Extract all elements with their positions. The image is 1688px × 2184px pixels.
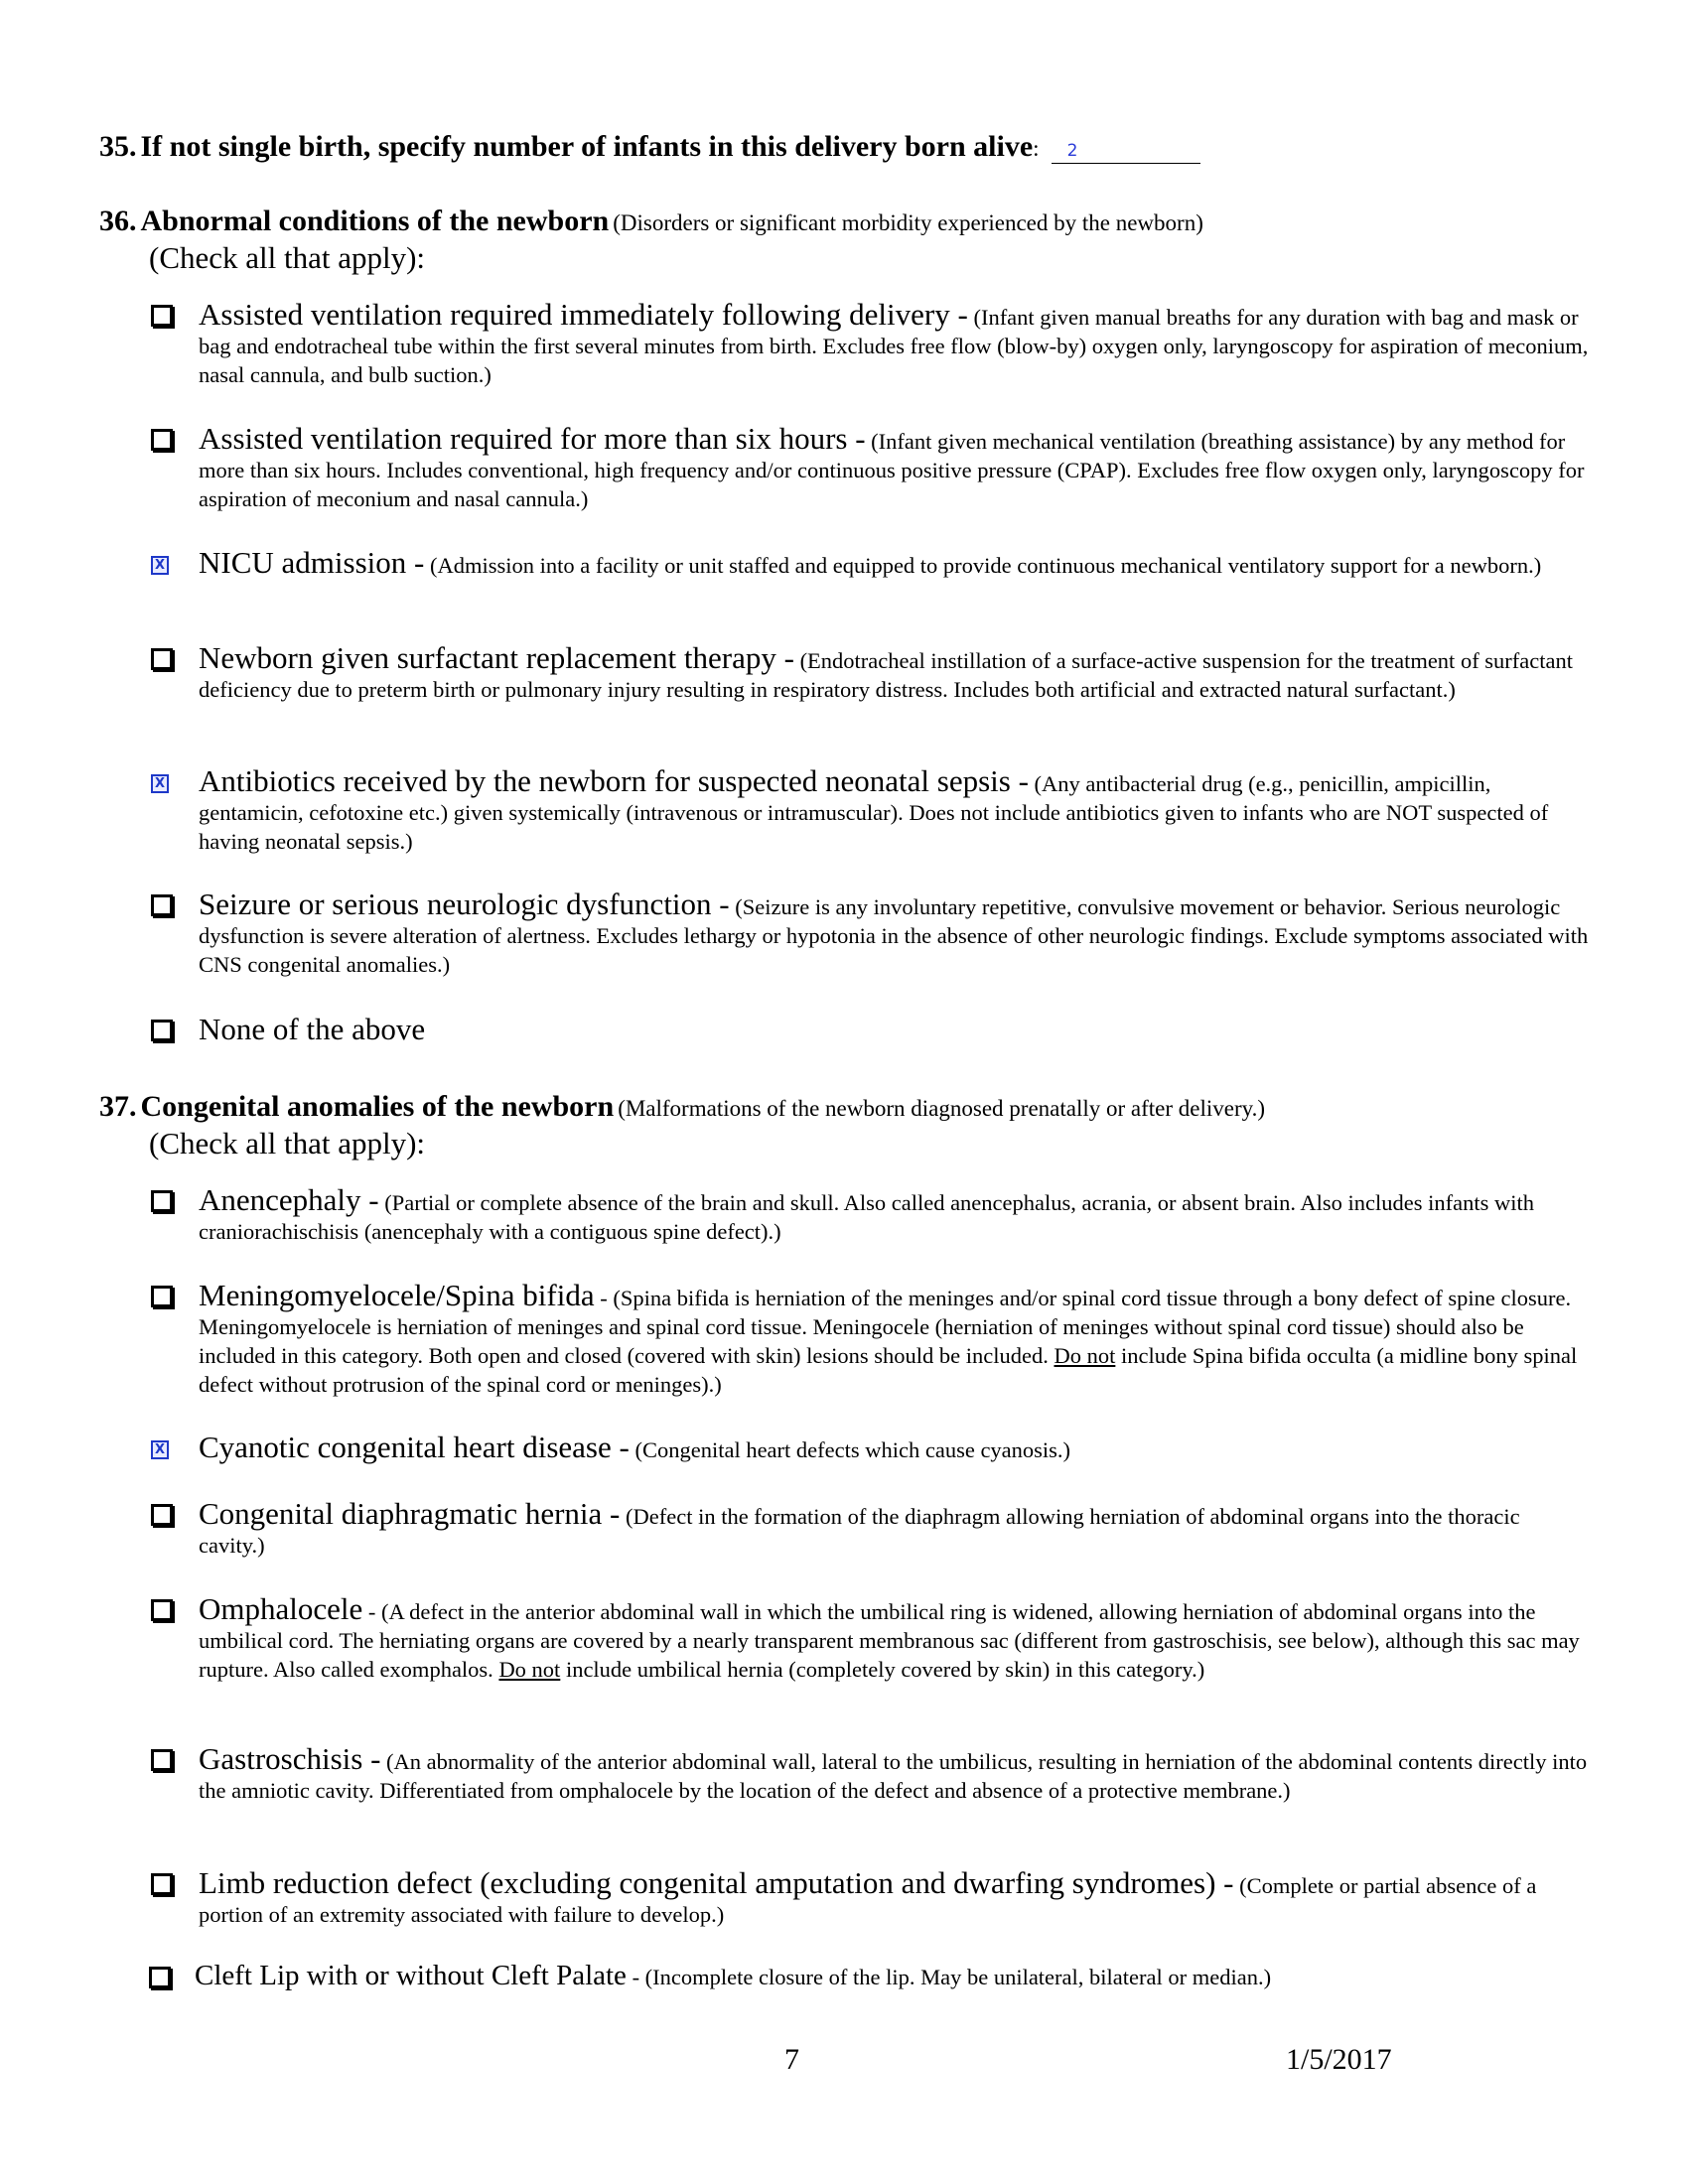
page-number: 7	[784, 2043, 799, 2076]
question-description: (Disorders or significant morbidity experienced by the newborn)	[613, 210, 1203, 235]
checkbox[interactable]	[151, 429, 173, 451]
item-title: Newborn given surfactant replacement therapy -	[199, 640, 794, 675]
question-title: Abnormal conditions of the newborn	[140, 205, 610, 237]
item-description: - (Spina bifida is herniation of the meninges and/or spinal cord tissue through a bony defect of spine closure. Meningomyelocele is herniation of meninges and spinal cord tissue. Meningocele (herniation of meninges without spinal cord tissue) should also be included in this category. Both open and closed (covered with skin) lesions should be included.	[199, 1286, 1572, 1368]
emphasis-text: Do not	[1054, 1343, 1116, 1368]
checkbox-item	[151, 1496, 1591, 1560]
item-description: - (A defect in the anterior abdominal wall in which the umbilical ring is widened, allowing herniation of abdominal organs into the umbilical cord. The herniating organs are covered by a nearly transparent membranous sac (different from gastroschisis, see below), although this sac may rupture. Also called exomphalos.	[199, 1599, 1580, 1682]
checkbox-item	[151, 1278, 1591, 1399]
checkbox[interactable]	[151, 1873, 173, 1895]
infants-born-alive-value: 2	[1066, 141, 1078, 161]
checkbox-item	[151, 889, 1591, 979]
item-description: (Defect in the formation of the diaphragm allowing herniation of abdominal organs into the thoracic cavity.)	[199, 1504, 1520, 1558]
question-number: 37.	[99, 1090, 137, 1123]
item-title: Limb reduction defect (excluding congenital amputation and dwarfing syndromes) -	[199, 1865, 1234, 1900]
checkbox-checked[interactable]: X	[151, 1440, 169, 1459]
item-description: (Infant given manual breaths for any duration with bag and mask or bag and endotracheal tube within the first several minutes from birth. Excludes free flow (blow-by) oxygen only, laryngoscopy for aspiration of meconium, nasal cannula, and bulb suction.)	[199, 305, 1589, 387]
question-37	[99, 1090, 1265, 1124]
checkbox-item	[151, 545, 1591, 580]
question-title: Congenital anomalies of the newborn	[140, 1090, 615, 1123]
checkbox[interactable]	[151, 648, 173, 670]
checkbox-checked[interactable]: X	[151, 774, 169, 793]
item-title: Meningomyelocele/Spina bifida	[199, 1278, 595, 1312]
checkbox-item	[151, 297, 1591, 389]
item-title: Seizure or serious neurologic dysfunction -	[199, 887, 730, 921]
item-title: Cleft Lip with or without Cleft Palate	[195, 1960, 627, 1991]
checkbox-item	[151, 1182, 1591, 1246]
item-title: Gastroschisis -	[199, 1741, 381, 1776]
item-title: Cyanotic congenital heart disease -	[199, 1430, 630, 1464]
checkbox-item	[151, 1012, 1591, 1046]
checkbox-item	[151, 1865, 1591, 1929]
checkbox[interactable]	[151, 305, 173, 327]
item-title: NICU admission -	[199, 545, 425, 580]
checkbox[interactable]	[151, 1286, 173, 1307]
checkbox[interactable]	[151, 894, 173, 916]
item-title: Assisted ventilation required for more than six hours -	[199, 421, 866, 456]
item-description: (Admission into a facility or unit staffed and equipped to provide continuous mechanical ventilatory support for a newborn.)	[429, 553, 1542, 578]
checkbox-item	[151, 1430, 1591, 1464]
checkbox[interactable]	[151, 1190, 173, 1212]
question-number: 35.	[99, 130, 137, 163]
checkbox[interactable]	[151, 1504, 173, 1526]
item-description: include umbilical hernia (completely covered by skin) in this category.)	[565, 1657, 1205, 1682]
item-description: (An abnormality of the anterior abdominal wall, lateral to the umbilicus, resulting in herniation of the abdominal contents directly into the amniotic cavity. Differentiated from omphalocele by the location of the defect and absence of a protective membrane.)	[199, 1749, 1588, 1803]
item-description: (Complete or partial absence of a portion of an extremity associated with failure to develop.)	[199, 1873, 1537, 1927]
item-description: (Infant given mechanical ventilation (breathing assistance) by any method for more than six hours. Includes conventional, high frequency and/or continuous positive pressure (CPAP). Excludes free flow oxygen only, laryngoscopy for aspiration of meconium and nasal cannula.)	[199, 429, 1585, 511]
checkbox[interactable]	[151, 1599, 173, 1621]
item-description: (Endotracheal instillation of a surface-active suspension for the treatment of surfactant deficiency due to preterm birth or pulmonary injury resulting in respiratory distress. Includes both artificial and extracted natural surfactant.)	[199, 648, 1574, 702]
revision-date: 1/5/2017	[1286, 2043, 1392, 2076]
item-description: include Spina bifida occulta (a midline bony spinal defect without protrusion of the spinal cord or meninges).)	[199, 1343, 1578, 1397]
checkbox-item	[151, 1591, 1591, 1684]
checkbox-item	[151, 640, 1591, 704]
item-description: - (Incomplete closure of the lip. May be unilateral, bilateral or median.)	[632, 1965, 1272, 1989]
item-description: (Congenital heart defects which cause cyanosis.)	[634, 1437, 1071, 1462]
item-title: Anencephaly -	[199, 1182, 379, 1217]
item-title: Congenital diaphragmatic hernia -	[199, 1496, 621, 1531]
checkbox-item	[151, 421, 1591, 513]
checkbox-checked[interactable]: X	[151, 556, 169, 575]
item-title: None of the above	[199, 1012, 426, 1046]
colon: :	[1033, 136, 1040, 161]
item-description: (Any antibacterial drug (e.g., penicillin, ampicillin, gentamicin, cefotoxine etc.) given systemically (intravenous or intramuscular). Does not include antibiotics given to infants who are NOT suspected of having neonatal sepsis.)	[199, 771, 1549, 854]
question-description: (Malformations of the newborn diagnosed prenatally or after delivery.)	[618, 1096, 1266, 1121]
item-description: (Partial or complete absence of the brain and skull. Also called anencephalus, acrania, or absent brain. Also includes infants with craniorachischisis (anencephaly with a contiguous spine defect).)	[199, 1190, 1535, 1244]
checkbox-item	[151, 1741, 1591, 1805]
item-title: Antibiotics received by the newborn for suspected neonatal sepsis -	[199, 763, 1029, 798]
infants-born-alive-field[interactable]	[1052, 129, 1200, 164]
item-description: (Seizure is any involuntary repetitive, convulsive movement or behavior. Serious neurologic dysfunction is severe alteration of alertness. Excludes lethargy or hypotonia in the absence of other neurologic findings. Exclude symptoms associated with CNS congenital anomalies.)	[199, 894, 1589, 977]
item-title: Assisted ventilation required immediately following delivery -	[199, 297, 968, 332]
item-title: Omphalocele	[199, 1591, 363, 1626]
question-instruction: (Check all that apply):	[149, 240, 426, 275]
question-36	[99, 205, 1203, 238]
checkbox-item	[151, 763, 1591, 856]
checkbox[interactable]	[149, 1967, 171, 1988]
checkbox[interactable]	[151, 1020, 173, 1041]
question-number: 36.	[99, 205, 137, 237]
emphasis-text: Do not	[498, 1657, 561, 1682]
checkbox-item	[149, 1962, 1589, 1991]
question-35	[99, 129, 1200, 164]
question-instruction: (Check all that apply):	[149, 1126, 426, 1160]
question-title: If not single birth, specify number of infants in this delivery born alive	[140, 130, 1034, 163]
checkbox[interactable]	[151, 1749, 173, 1771]
